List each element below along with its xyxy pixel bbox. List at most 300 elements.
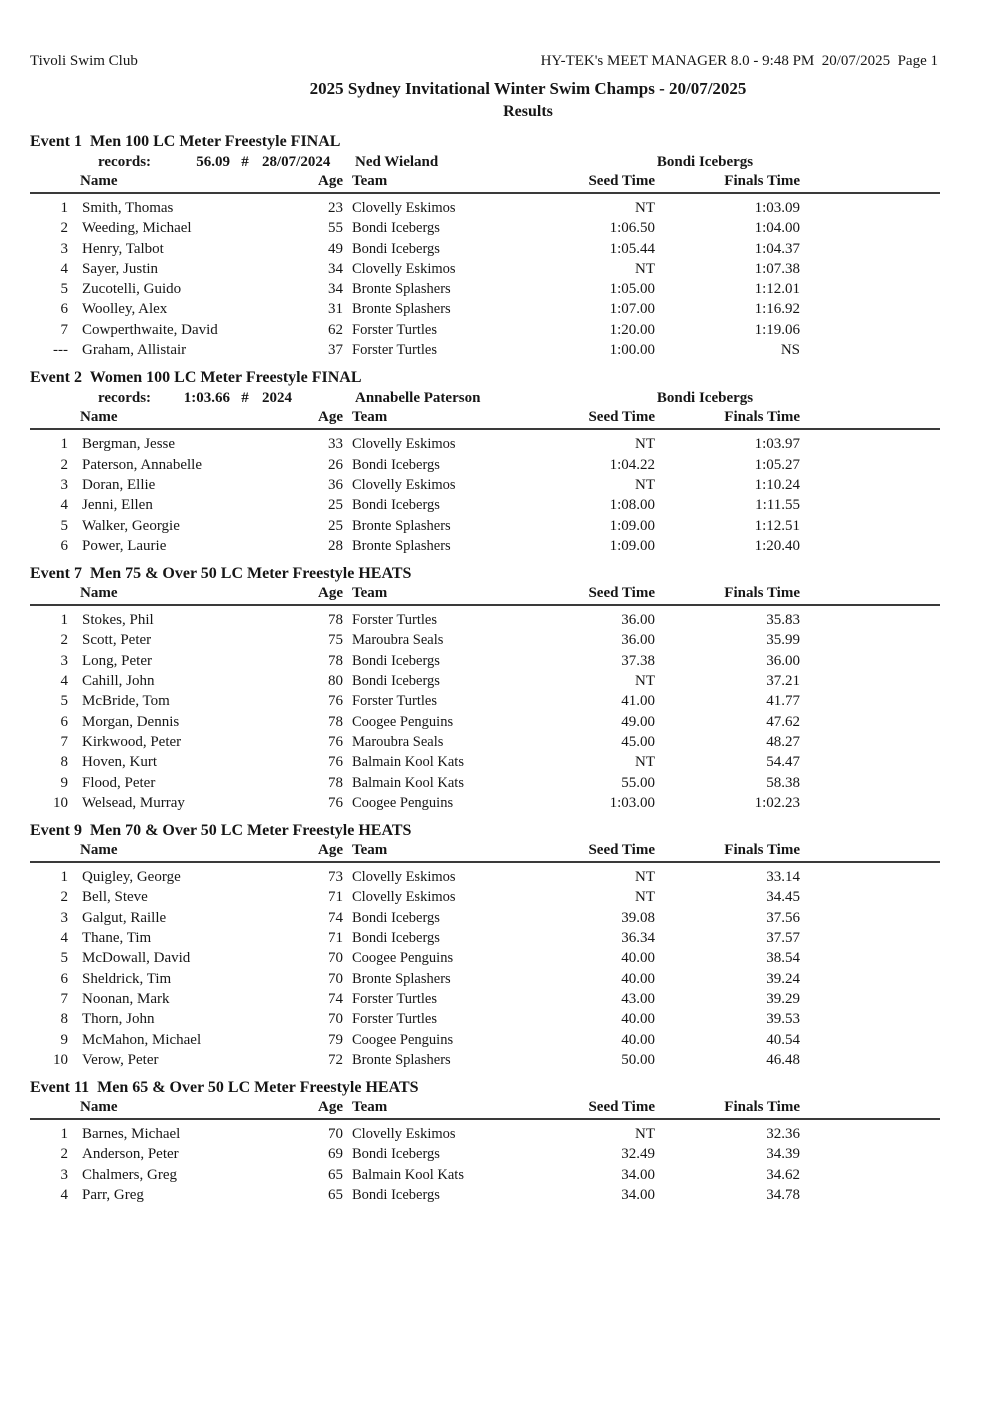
cell-age: 34 bbox=[328, 260, 343, 277]
cell-age: 37 bbox=[328, 342, 343, 359]
col-header-seed: Seed Time bbox=[560, 172, 655, 193]
cell-finals: 1:03.09 bbox=[754, 200, 800, 216]
cell-rank: 7 bbox=[60, 321, 68, 338]
cell-finals: 1:04.00 bbox=[754, 220, 800, 237]
cell-rank: 1 bbox=[60, 869, 68, 886]
event-section bbox=[0, 367, 1000, 556]
col-header-seed: Seed Time bbox=[560, 1098, 655, 1119]
record-time: 1:03.66 bbox=[183, 390, 230, 407]
column-header-row bbox=[30, 1098, 940, 1119]
cell-rank: 1 bbox=[60, 200, 68, 216]
cell-rest bbox=[800, 732, 940, 752]
cell-team: Clovelly Eskimos bbox=[352, 476, 456, 493]
event-title: Event 7 Men 75 & Over 50 LC Meter Freestyle HEATS bbox=[30, 565, 412, 583]
cell-age: 75 bbox=[328, 632, 343, 649]
cell-seed: 36.00 bbox=[621, 612, 655, 629]
cell-age: 71 bbox=[328, 930, 343, 947]
col-header-team: Team bbox=[343, 584, 560, 605]
cell-rank: 4 bbox=[60, 260, 68, 277]
cell-team: Bondi Icebergs bbox=[352, 456, 440, 473]
cell-finals: 1:12.51 bbox=[754, 517, 800, 534]
cell-seed: 32.49 bbox=[621, 1146, 655, 1163]
result-row bbox=[30, 908, 940, 928]
cell-name: Kirkwood, Peter bbox=[82, 733, 182, 750]
cell-finals: 41.77 bbox=[766, 693, 800, 710]
col-header-age: Age bbox=[310, 841, 343, 862]
cell-team: Bronte Splashers bbox=[352, 281, 451, 298]
record-holder: Ned Wieland bbox=[355, 154, 439, 170]
cell-rank: 2 bbox=[60, 889, 68, 906]
cell-rest bbox=[800, 279, 940, 299]
results-body bbox=[30, 429, 940, 556]
cell-team: Bondi Icebergs bbox=[352, 909, 440, 926]
event-section bbox=[0, 1077, 1000, 1205]
cell-finals: 46.48 bbox=[766, 1051, 800, 1068]
cell-age: 49 bbox=[328, 240, 343, 257]
col-header-finals: Finals Time bbox=[655, 172, 800, 193]
cell-age: 74 bbox=[328, 909, 343, 926]
col-header-rank bbox=[30, 841, 68, 862]
cell-team: Bondi Icebergs bbox=[352, 220, 440, 237]
cell-age: 33 bbox=[328, 436, 343, 453]
cell-finals: 38.54 bbox=[766, 950, 800, 967]
cell-rest bbox=[800, 948, 940, 968]
cell-team: Maroubra Seals bbox=[352, 632, 444, 649]
cell-seed: 1:06.50 bbox=[609, 220, 655, 237]
cell-team: Clovelly Eskimos bbox=[352, 889, 456, 906]
cell-age: 62 bbox=[328, 321, 343, 338]
cell-finals: 47.62 bbox=[766, 713, 800, 730]
col-header-age: Age bbox=[310, 584, 343, 605]
cell-team: Coogee Penguins bbox=[352, 794, 454, 811]
result-row bbox=[30, 793, 940, 813]
cell-seed: 1:07.00 bbox=[609, 301, 655, 318]
cell-seed: 55.00 bbox=[621, 774, 655, 791]
cell-seed: 50.00 bbox=[621, 1051, 655, 1068]
result-row bbox=[30, 1185, 940, 1205]
cell-finals: 58.38 bbox=[766, 774, 800, 791]
cell-seed: NT bbox=[635, 200, 655, 216]
results-heading: Results bbox=[503, 103, 553, 120]
page-header bbox=[0, 52, 1000, 121]
cell-seed: 40.00 bbox=[621, 1011, 655, 1028]
cell-team: Bronte Splashers bbox=[352, 970, 451, 987]
col-header-age: Age bbox=[310, 408, 343, 429]
cell-rest bbox=[800, 773, 940, 793]
cell-name: Henry, Talbot bbox=[82, 240, 164, 257]
cell-name: Smith, Thomas bbox=[82, 200, 174, 216]
cell-team: Bronte Splashers bbox=[352, 537, 451, 554]
col-header-rest bbox=[800, 1098, 940, 1119]
cell-finals: 34.45 bbox=[766, 889, 800, 906]
cell-rank: 10 bbox=[53, 1051, 68, 1068]
cell-team: Forster Turtles bbox=[352, 693, 438, 710]
cell-rank: 6 bbox=[60, 537, 68, 554]
col-header-seed: Seed Time bbox=[560, 408, 655, 429]
cell-name: McMahon, Michael bbox=[82, 1031, 202, 1048]
cell-team: Clovelly Eskimos bbox=[352, 200, 456, 216]
cell-team: Forster Turtles bbox=[352, 1011, 438, 1028]
cell-finals: 37.57 bbox=[766, 930, 800, 947]
col-header-name: Name bbox=[68, 584, 310, 605]
record-team: Bondi Icebergs bbox=[656, 390, 754, 407]
cell-name: Sheldrick, Tim bbox=[82, 970, 172, 987]
col-header-team: Team bbox=[343, 172, 560, 193]
cell-age: 73 bbox=[328, 869, 343, 886]
cell-team: Forster Turtles bbox=[352, 321, 438, 338]
cell-rank: 9 bbox=[60, 774, 68, 791]
cell-name: Power, Laurie bbox=[82, 537, 167, 554]
cell-age: 25 bbox=[328, 517, 343, 534]
cell-finals: 1:12.01 bbox=[754, 281, 800, 298]
cell-rest bbox=[800, 671, 940, 691]
result-row bbox=[30, 218, 940, 238]
event-title: Event 11 Men 65 & Over 50 LC Meter Freestyle HEATS bbox=[30, 1079, 419, 1097]
cell-age: 36 bbox=[328, 476, 343, 493]
cell-rest bbox=[800, 340, 940, 360]
cell-name: Woolley, Alex bbox=[82, 301, 168, 318]
record-date: 28/07/2024 bbox=[262, 154, 331, 170]
cell-age: 65 bbox=[328, 1166, 343, 1183]
cell-seed: 34.00 bbox=[621, 1186, 655, 1203]
col-header-name: Name bbox=[68, 408, 310, 429]
result-row bbox=[30, 752, 940, 772]
column-header-row bbox=[30, 584, 940, 605]
cell-rank: 3 bbox=[60, 240, 68, 257]
cell-team: Clovelly Eskimos bbox=[352, 260, 456, 277]
result-row bbox=[30, 455, 940, 475]
cell-name: Graham, Allistair bbox=[82, 342, 187, 359]
cell-rank: 2 bbox=[60, 1146, 68, 1163]
cell-team: Bondi Icebergs bbox=[352, 497, 440, 514]
cell-rest bbox=[800, 1119, 940, 1144]
col-header-team: Team bbox=[343, 408, 560, 429]
result-row bbox=[30, 928, 940, 948]
record-time: 56.09 bbox=[196, 154, 230, 170]
result-row bbox=[30, 630, 940, 650]
column-header-row bbox=[30, 841, 940, 862]
cell-rank: 3 bbox=[60, 1166, 68, 1183]
cell-finals: 1:10.24 bbox=[754, 476, 800, 493]
col-header-finals: Finals Time bbox=[655, 841, 800, 862]
cell-rest bbox=[800, 928, 940, 948]
cell-team: Bondi Icebergs bbox=[352, 1186, 440, 1203]
result-row bbox=[30, 732, 940, 752]
cell-rank: 6 bbox=[60, 713, 68, 730]
cell-seed: 1:00.00 bbox=[609, 342, 655, 359]
cell-age: 79 bbox=[328, 1031, 343, 1048]
cell-team: Clovelly Eskimos bbox=[352, 869, 456, 886]
result-row bbox=[30, 651, 940, 671]
result-row bbox=[30, 495, 940, 515]
cell-team: Clovelly Eskimos bbox=[352, 1126, 456, 1143]
cell-name: Chalmers, Greg bbox=[82, 1166, 177, 1183]
cell-team: Bondi Icebergs bbox=[352, 652, 440, 669]
cell-name: Bell, Steve bbox=[82, 889, 148, 906]
record-label: records: bbox=[98, 154, 152, 170]
cell-age: 70 bbox=[328, 970, 343, 987]
cell-seed: 36.34 bbox=[621, 930, 655, 947]
cell-age: 74 bbox=[328, 990, 343, 1007]
cell-rest bbox=[800, 691, 940, 711]
result-row bbox=[30, 712, 940, 732]
cell-team: Bondi Icebergs bbox=[352, 1146, 440, 1163]
result-row bbox=[30, 239, 940, 259]
result-row bbox=[30, 862, 940, 887]
cell-name: Morgan, Dennis bbox=[82, 713, 180, 730]
cell-finals: 40.54 bbox=[766, 1031, 800, 1048]
cell-seed: 45.00 bbox=[621, 733, 655, 750]
cell-rest bbox=[800, 299, 940, 319]
cell-seed: 1:08.00 bbox=[609, 497, 655, 514]
cell-seed: 36.00 bbox=[621, 632, 655, 649]
cell-name: Weeding, Michael bbox=[82, 220, 192, 237]
results-table bbox=[30, 584, 940, 813]
cell-team: Balmain Kool Kats bbox=[352, 754, 464, 771]
result-row bbox=[30, 773, 940, 793]
cell-name: Cahill, John bbox=[82, 673, 155, 690]
col-header-rest bbox=[800, 841, 940, 862]
cell-rest bbox=[800, 455, 940, 475]
cell-team: Coogee Penguins bbox=[352, 1031, 454, 1048]
cell-name: Long, Peter bbox=[82, 652, 152, 669]
cell-finals: 37.21 bbox=[766, 673, 800, 690]
cell-rank: 7 bbox=[60, 990, 68, 1007]
cell-rank: 6 bbox=[60, 970, 68, 987]
cell-name: Paterson, Annabelle bbox=[82, 456, 202, 473]
col-header-team: Team bbox=[343, 1098, 560, 1119]
cell-rest bbox=[800, 218, 940, 238]
cell-rest bbox=[800, 1009, 940, 1029]
result-row bbox=[30, 259, 940, 279]
column-header-row bbox=[30, 172, 940, 193]
cell-rank: 1 bbox=[60, 612, 68, 629]
cell-name: Bergman, Jesse bbox=[82, 436, 176, 453]
cell-rest bbox=[800, 712, 940, 732]
cell-seed: NT bbox=[635, 476, 655, 493]
result-row bbox=[30, 536, 940, 556]
col-header-rank bbox=[30, 172, 68, 193]
cell-finals: 33.14 bbox=[766, 869, 800, 886]
col-header-rank bbox=[30, 408, 68, 429]
cell-seed: NT bbox=[635, 260, 655, 277]
cell-name: Thorn, John bbox=[82, 1011, 155, 1028]
cell-rank: 6 bbox=[60, 301, 68, 318]
cell-finals: 36.00 bbox=[766, 652, 800, 669]
cell-seed: 34.00 bbox=[621, 1166, 655, 1183]
cell-name: Quigley, George bbox=[82, 869, 181, 886]
cell-rest bbox=[800, 887, 940, 907]
cell-name: Cowperthwaite, David bbox=[82, 321, 218, 338]
cell-team: Clovelly Eskimos bbox=[352, 436, 456, 453]
cell-team: Balmain Kool Kats bbox=[352, 774, 464, 791]
cell-team: Bronte Splashers bbox=[352, 301, 451, 318]
cell-age: 72 bbox=[328, 1051, 343, 1068]
cell-team: Forster Turtles bbox=[352, 990, 438, 1007]
col-header-rest bbox=[800, 172, 940, 193]
cell-age: 26 bbox=[328, 456, 343, 473]
cell-seed: 41.00 bbox=[621, 693, 655, 710]
cell-age: 28 bbox=[328, 537, 343, 554]
cell-name: Flood, Peter bbox=[82, 774, 156, 791]
col-header-seed: Seed Time bbox=[560, 841, 655, 862]
cell-rest bbox=[800, 495, 940, 515]
cell-age: 34 bbox=[328, 281, 343, 298]
cell-seed: 37.38 bbox=[621, 652, 655, 669]
cell-seed: 1:05.44 bbox=[609, 240, 655, 257]
col-header-rank bbox=[30, 1098, 68, 1119]
cell-team: Bondi Icebergs bbox=[352, 673, 440, 690]
cell-age: 31 bbox=[328, 301, 343, 318]
cell-team: Bronte Splashers bbox=[352, 517, 451, 534]
cell-finals: 32.36 bbox=[766, 1126, 800, 1143]
record-line bbox=[30, 388, 1000, 408]
cell-rest bbox=[800, 1050, 940, 1070]
record-date: 2024 bbox=[262, 390, 292, 407]
cell-rank: 7 bbox=[60, 733, 68, 750]
cell-finals: 34.39 bbox=[766, 1146, 800, 1163]
result-row bbox=[30, 605, 940, 630]
cell-finals: 1:03.97 bbox=[754, 436, 800, 453]
events-list bbox=[0, 131, 1000, 1205]
cell-age: 69 bbox=[328, 1146, 343, 1163]
cell-age: 78 bbox=[328, 774, 343, 791]
cell-age: 76 bbox=[328, 754, 343, 771]
cell-rest bbox=[800, 969, 940, 989]
col-header-finals: Finals Time bbox=[655, 584, 800, 605]
cell-finals: 54.47 bbox=[766, 754, 800, 771]
cell-seed: 1:09.00 bbox=[609, 537, 655, 554]
cell-finals: 34.62 bbox=[766, 1166, 800, 1183]
cell-name: Galgut, Raille bbox=[82, 909, 167, 926]
cell-name: Thane, Tim bbox=[82, 930, 152, 947]
cell-name: Noonan, Mark bbox=[82, 990, 170, 1007]
results-body bbox=[30, 193, 940, 360]
results-body bbox=[30, 1119, 940, 1205]
col-header-age: Age bbox=[310, 172, 343, 193]
cell-age: 23 bbox=[328, 200, 343, 216]
result-row bbox=[30, 1050, 940, 1070]
result-row bbox=[30, 516, 940, 536]
cell-rest bbox=[800, 1185, 940, 1205]
cell-rest bbox=[800, 536, 940, 556]
results-body bbox=[30, 605, 940, 813]
cell-name: Sayer, Justin bbox=[82, 260, 159, 277]
col-header-rank bbox=[30, 584, 68, 605]
cell-age: 78 bbox=[328, 713, 343, 730]
cell-rank: 3 bbox=[60, 909, 68, 926]
record-indent bbox=[30, 388, 98, 408]
cell-age: 70 bbox=[328, 950, 343, 967]
cell-rest bbox=[800, 989, 940, 1009]
cell-age: 80 bbox=[328, 673, 343, 690]
cell-rest bbox=[800, 516, 940, 536]
cell-age: 71 bbox=[328, 889, 343, 906]
cell-name: Anderson, Peter bbox=[82, 1146, 179, 1163]
result-row bbox=[30, 1119, 940, 1144]
cell-seed: 1:20.00 bbox=[609, 321, 655, 338]
cell-finals: 1:20.40 bbox=[754, 537, 800, 554]
event-section bbox=[0, 820, 1000, 1070]
results-table bbox=[30, 1098, 940, 1205]
cell-rank: 2 bbox=[60, 456, 68, 473]
results-table bbox=[30, 841, 940, 1070]
club-name: Tivoli Swim Club bbox=[30, 53, 138, 69]
cell-finals: 39.24 bbox=[766, 970, 800, 987]
cell-rest bbox=[800, 475, 940, 495]
event-title: Event 2 Women 100 LC Meter Freestyle FINAL bbox=[30, 369, 362, 387]
cell-rest bbox=[800, 862, 940, 887]
results-table bbox=[30, 408, 940, 556]
record-flag: # bbox=[241, 390, 249, 407]
cell-name: Jenni, Ellen bbox=[82, 497, 153, 514]
record-label: records: bbox=[98, 390, 152, 407]
result-row bbox=[30, 320, 940, 340]
col-header-name: Name bbox=[68, 172, 310, 193]
cell-name: Welsead, Murray bbox=[82, 794, 185, 811]
cell-age: 25 bbox=[328, 497, 343, 514]
result-row bbox=[30, 279, 940, 299]
cell-seed: 1:03.00 bbox=[609, 794, 655, 811]
cell-seed: 40.00 bbox=[621, 970, 655, 987]
cell-rank: 9 bbox=[60, 1031, 68, 1048]
cell-finals: 35.99 bbox=[766, 632, 800, 649]
cell-rank: 4 bbox=[60, 1186, 68, 1203]
cell-age: 55 bbox=[328, 220, 343, 237]
col-header-name: Name bbox=[68, 1098, 310, 1119]
cell-age: 78 bbox=[328, 612, 343, 629]
result-row bbox=[30, 429, 940, 454]
cell-finals: 1:05.27 bbox=[754, 456, 800, 473]
cell-age: 70 bbox=[328, 1011, 343, 1028]
cell-name: McBride, Tom bbox=[82, 693, 170, 710]
result-row bbox=[30, 671, 940, 691]
cell-finals: 48.27 bbox=[766, 733, 800, 750]
cell-seed: 40.00 bbox=[621, 1031, 655, 1048]
cell-team: Maroubra Seals bbox=[352, 733, 444, 750]
cell-rest bbox=[800, 320, 940, 340]
col-header-team: Team bbox=[343, 841, 560, 862]
cell-seed: 43.00 bbox=[621, 990, 655, 1007]
cell-seed: 1:09.00 bbox=[609, 517, 655, 534]
cell-name: Zucotelli, Guido bbox=[82, 281, 182, 298]
result-row bbox=[30, 691, 940, 711]
cell-seed: NT bbox=[635, 1126, 655, 1143]
cell-age: 78 bbox=[328, 652, 343, 669]
cell-seed: NT bbox=[635, 436, 655, 453]
result-row bbox=[30, 475, 940, 495]
cell-rank: 4 bbox=[60, 930, 68, 947]
event-title: Event 1 Men 100 LC Meter Freestyle FINAL bbox=[30, 133, 341, 150]
result-row bbox=[30, 1144, 940, 1164]
cell-name: Scott, Peter bbox=[82, 632, 152, 649]
cell-rank: 5 bbox=[60, 517, 68, 534]
result-row bbox=[30, 1165, 940, 1185]
cell-finals: 39.53 bbox=[766, 1011, 800, 1028]
cell-age: 70 bbox=[328, 1126, 343, 1143]
cell-team: Coogee Penguins bbox=[352, 950, 454, 967]
cell-rest bbox=[800, 752, 940, 772]
results-body bbox=[30, 862, 940, 1070]
cell-seed: 40.00 bbox=[621, 950, 655, 967]
cell-rank: 5 bbox=[60, 693, 68, 710]
cell-rest bbox=[800, 1030, 940, 1050]
cell-finals: 35.83 bbox=[766, 612, 800, 629]
cell-finals: 1:11.55 bbox=[755, 497, 800, 514]
cell-rest bbox=[800, 193, 940, 218]
cell-name: Stokes, Phil bbox=[82, 612, 154, 629]
result-row bbox=[30, 1030, 940, 1050]
